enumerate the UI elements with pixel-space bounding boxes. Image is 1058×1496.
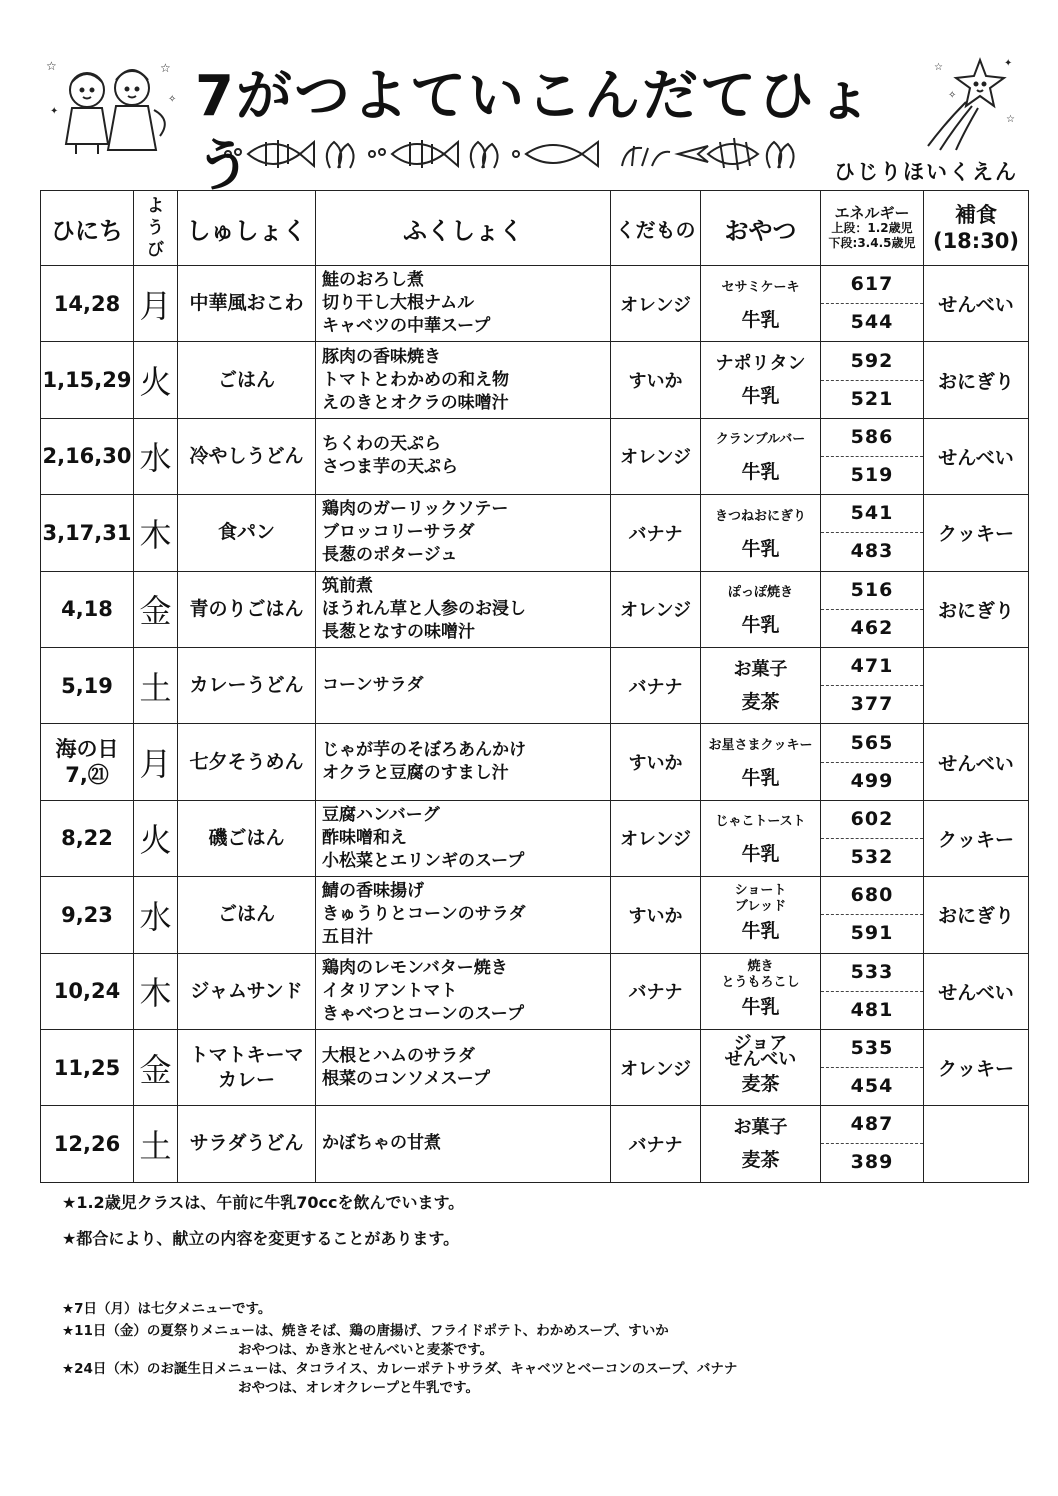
fukushoku-item: えのきとオクラの味噌汁 [322, 392, 509, 413]
energy-lower: 462 [850, 616, 894, 639]
cell-youbi: 金 [134, 571, 178, 647]
cell-shushoku [178, 953, 316, 1029]
cell-shushoku [178, 495, 316, 571]
snack-drink: 牛乳 [741, 537, 780, 560]
energy-upper: 535 [821, 1030, 923, 1068]
date-line: 11,25 [53, 1055, 121, 1080]
cell-shushoku [178, 1106, 316, 1182]
energy-title: エネルギー [834, 203, 910, 222]
snack-drink: 麦茶 [741, 1148, 780, 1171]
shushoku-line: 青のりごはん [189, 597, 304, 620]
footer-note: ★7日（月）は七夕メニューです。 [62, 1301, 272, 1317]
energy-lower: 481 [850, 998, 894, 1021]
date-line: 9,23 [61, 902, 113, 927]
snack-top-line: ナポリタン [715, 353, 806, 375]
date-line: 5,19 [61, 673, 113, 698]
cell-energy [821, 495, 924, 571]
date-line: 1,15,29 [42, 368, 132, 393]
snack-top [701, 272, 820, 304]
cell-youbi: 水 [134, 418, 178, 494]
fukushoku-item: 豆腐ハンバーグ [322, 804, 440, 825]
shushoku-line: トマトキーマ [189, 1043, 304, 1066]
snack-top-line: きつねおにぎり [714, 508, 806, 524]
cell-youbi: 月 [134, 724, 178, 800]
cell-fukushoku [316, 266, 611, 342]
page-title: 7がつよていこんだてひょう [195, 64, 874, 199]
cell-shushoku [178, 571, 316, 647]
cell-energy [821, 418, 924, 494]
fukushoku-item: 酢味噌和え [322, 827, 407, 848]
cell-snack [701, 1029, 821, 1105]
table-row [41, 1029, 1029, 1105]
shushoku-line: 冷やしうどん [189, 444, 304, 467]
energy-upper: 617 [821, 266, 923, 304]
cell-fruit: すいか [611, 877, 701, 953]
shooting-star-icon [918, 52, 1018, 152]
cell-fruit: バナナ [611, 495, 701, 571]
table-row [41, 342, 1029, 418]
cell-energy [821, 266, 924, 342]
cell-energy [821, 571, 924, 647]
cell-date [41, 495, 134, 571]
cell-energy [821, 1106, 924, 1182]
cell-snack [701, 266, 821, 342]
footer-note: ★11日（金）の夏祭りメニューは、焼きそば、鶏の唐揚げ、フライドポテト、わかめスープ、すいか [62, 1323, 669, 1339]
cell-hoshoku: クッキー [924, 1029, 1029, 1105]
date-line: 10,24 [53, 979, 121, 1004]
cell-hoshoku: おにぎり [924, 877, 1029, 953]
cell-hoshoku: おにぎり [924, 571, 1029, 647]
note-change: ★都合により、献立の内容を変更することがあります。 [62, 1229, 460, 1248]
cell-youbi: 土 [134, 647, 178, 723]
cell-fukushoku [316, 571, 611, 647]
cell-date [41, 1029, 134, 1105]
energy-lower: 389 [850, 1151, 894, 1174]
fukushoku-item: コーンサラダ [322, 675, 424, 696]
energy-upper: 586 [821, 419, 923, 457]
snack-drink: 牛乳 [741, 385, 780, 408]
svg-text:✧: ✧ [168, 94, 177, 105]
cell-hoshoku: せんべい [924, 953, 1029, 1029]
shushoku-line: サラダうどん [189, 1132, 304, 1155]
snack-top [701, 654, 820, 686]
energy-upper: 487 [821, 1106, 923, 1144]
table-row [41, 266, 1029, 342]
fukushoku-item: オクラと豆腐のすまし汁 [322, 763, 509, 784]
cell-energy [821, 953, 924, 1029]
cell-energy [821, 800, 924, 876]
cell-date [41, 266, 134, 342]
cell-energy [821, 877, 924, 953]
header-youbi-char: び [147, 240, 164, 260]
energy-lower: 544 [850, 311, 894, 334]
cell-hoshoku [924, 647, 1029, 723]
snack-top-line: ショート [734, 882, 787, 898]
cell-youbi: 火 [134, 800, 178, 876]
fukushoku-item: ブロッコリーサラダ [322, 522, 475, 543]
snack-top-line: 焼き [747, 959, 774, 975]
energy-upper: 541 [821, 495, 923, 533]
cell-youbi: 土 [134, 1106, 178, 1182]
snack-top [701, 424, 820, 456]
cell-fruit: すいか [611, 724, 701, 800]
table-row [41, 800, 1029, 876]
cell-date [41, 724, 134, 800]
cell-fukushoku [316, 1029, 611, 1105]
snack-top [701, 1032, 820, 1070]
cell-fruit: バナナ [611, 953, 701, 1029]
note-milk: ★1.2歳児クラスは、午前に牛乳70ccを飲んでいます。 [62, 1193, 465, 1212]
table-row [41, 495, 1029, 571]
cell-snack [701, 877, 821, 953]
header-fruit: くだもの [611, 191, 701, 266]
date-line: 3,17,31 [42, 520, 132, 545]
table-row [41, 571, 1029, 647]
cell-hoshoku: せんべい [924, 724, 1029, 800]
shushoku-line: 中華風おこわ [189, 292, 304, 315]
cell-shushoku [178, 342, 316, 418]
cell-fukushoku [316, 1106, 611, 1182]
fukushoku-item: かぼちゃの甘煮 [322, 1133, 441, 1154]
cell-date [41, 647, 134, 723]
energy-lower-label: 下段:3.4.5歳児 [828, 235, 916, 250]
table-row [41, 1106, 1029, 1182]
snack-top [701, 577, 820, 609]
table-row [41, 418, 1029, 494]
cell-snack [701, 1106, 821, 1182]
fukushoku-item: 豚肉の香味焼き [322, 346, 441, 367]
cell-snack [701, 342, 821, 418]
cell-date [41, 1106, 134, 1182]
snack-top-line: お菓子 [733, 658, 788, 680]
header-snack: おやつ [701, 191, 821, 266]
snack-top [701, 348, 820, 380]
header-date: ひにち [41, 191, 134, 266]
snack-drink: 牛乳 [741, 308, 780, 331]
date-line: 7,㉑ [65, 763, 109, 788]
cell-youbi: 火 [134, 342, 178, 418]
date-line: 2,16,30 [42, 444, 132, 469]
cell-fukushoku [316, 877, 611, 953]
energy-upper: 516 [821, 572, 923, 610]
fukushoku-item: 切り干し大根ナムル [322, 293, 475, 314]
cell-hoshoku: おにぎり [924, 342, 1029, 418]
energy-lower: 377 [850, 693, 894, 716]
cell-energy [821, 342, 924, 418]
cell-shushoku [178, 877, 316, 953]
table-row [41, 877, 1029, 953]
energy-lower: 532 [850, 845, 894, 868]
fukushoku-item: きゃべつとコーンのスープ [322, 1003, 524, 1024]
fukushoku-item: ほうれん草と人参のお浸し [322, 598, 526, 619]
cell-shushoku [178, 418, 316, 494]
snack-top [701, 806, 820, 838]
cell-fukushoku [316, 342, 611, 418]
snack-top-line: ジョア [733, 1032, 788, 1054]
footer-note: おやつは、オレオクレープと牛乳です。 [238, 1380, 479, 1396]
footer-note: ★24日（木）のお誕生日メニューは、タコライス、カレーポテトサラダ、キャベツとベーコンのスープ、バナナ [62, 1361, 738, 1377]
cell-date [41, 342, 134, 418]
energy-upper: 680 [821, 877, 923, 915]
cell-shushoku [178, 647, 316, 723]
cell-snack [701, 724, 821, 800]
cell-date [41, 571, 134, 647]
cell-snack [701, 647, 821, 723]
energy-lower: 521 [850, 387, 894, 410]
cell-shushoku [178, 724, 316, 800]
table-row [41, 724, 1029, 800]
snack-top-line: お星さまクッキー [708, 738, 813, 754]
cell-snack [701, 418, 821, 494]
cell-date [41, 953, 134, 1029]
header-fukushoku: ふくしょく [316, 191, 611, 266]
cell-date [41, 800, 134, 876]
snack-drink: 麦茶 [741, 690, 780, 713]
cell-fruit: オレンジ [611, 418, 701, 494]
fukushoku-item: トマトとわかめの和え物 [322, 369, 509, 390]
cell-fukushoku [316, 495, 611, 571]
cell-youbi: 金 [134, 1029, 178, 1105]
cell-fukushoku [316, 800, 611, 876]
snack-top-line: せんべい [724, 1048, 797, 1070]
svg-text:☆: ☆ [160, 61, 171, 75]
cell-fruit: バナナ [611, 1106, 701, 1182]
cell-hoshoku: せんべい [924, 418, 1029, 494]
energy-lower: 519 [850, 463, 894, 486]
fukushoku-item: きゅうりとコーンのサラダ [322, 904, 526, 925]
cell-fruit: オレンジ [611, 800, 701, 876]
snack-top-line: お菓子 [733, 1116, 788, 1138]
fukushoku-item: 長葱のポタージュ [322, 545, 458, 566]
table-row [41, 953, 1029, 1029]
cell-fruit: オレンジ [611, 266, 701, 342]
cell-fukushoku [316, 724, 611, 800]
shushoku-line: ジャムサンド [190, 979, 303, 1002]
snack-drink: 牛乳 [741, 996, 780, 1019]
fukushoku-item: 筑前煮 [322, 575, 373, 596]
cell-snack [701, 571, 821, 647]
table-row [41, 647, 1029, 723]
fukushoku-item: 大根とハムのサラダ [322, 1045, 475, 1066]
hoshoku-title: 補食 [955, 203, 997, 227]
date-line: 14,28 [53, 291, 121, 316]
header-hoshoku [924, 191, 1029, 266]
snack-drink: 牛乳 [741, 461, 780, 484]
snack-drink: 牛乳 [741, 843, 780, 866]
fukushoku-item: 鶏肉のガーリックソテー [322, 499, 509, 520]
svg-text:✦: ✦ [1004, 58, 1013, 69]
fukushoku-item: 小松菜とエリンギのスープ [322, 850, 525, 871]
cell-shushoku [178, 1029, 316, 1105]
cell-fruit: オレンジ [611, 1029, 701, 1105]
cell-fruit: オレンジ [611, 571, 701, 647]
energy-lower: 483 [850, 540, 894, 563]
cell-shushoku [178, 800, 316, 876]
snack-top-line: ブレッド [734, 898, 787, 914]
snack-top-line: クランブルバー [715, 432, 806, 448]
date-line: 4,18 [61, 597, 113, 622]
footer-note: おやつは、かき氷とせんべいと麦茶です。 [238, 1342, 494, 1358]
shushoku-line: カレーうどん [189, 674, 304, 697]
energy-upper: 592 [821, 343, 923, 381]
cell-fukushoku [316, 953, 611, 1029]
cell-youbi: 木 [134, 495, 178, 571]
fukushoku-item: 鶏肉のレモンバター焼き [322, 957, 508, 978]
fukushoku-item: 鯖の香味揚げ [322, 881, 424, 902]
cell-shushoku [178, 266, 316, 342]
date-line: 8,22 [61, 826, 113, 851]
cell-youbi: 水 [134, 877, 178, 953]
snack-top [701, 959, 820, 991]
fukushoku-item: じゃが芋のそぼろあんかけ [322, 740, 526, 761]
cell-energy [821, 647, 924, 723]
snack-drink: 牛乳 [741, 614, 780, 637]
menu-body [41, 266, 1029, 1183]
header-youbi-char: よ [147, 196, 164, 216]
shushoku-line: カレー [217, 1068, 275, 1091]
snack-drink: 麦茶 [741, 1072, 780, 1095]
fukushoku-item: 鮭のおろし煮 [322, 270, 424, 291]
shushoku-line: ごはん [217, 903, 275, 926]
table-header-row [41, 191, 1029, 266]
svg-text:☆: ☆ [1006, 114, 1015, 125]
cell-youbi: 木 [134, 953, 178, 1029]
cell-date [41, 418, 134, 494]
energy-lower: 499 [850, 769, 894, 792]
svg-text:☆: ☆ [46, 59, 57, 73]
header-shushoku: しゅしょく [178, 191, 316, 266]
cell-hoshoku: クッキー [924, 495, 1029, 571]
snack-top-line: じゃこトースト [715, 814, 806, 830]
cell-fukushoku [316, 647, 611, 723]
snack-drink: 牛乳 [741, 919, 780, 942]
shushoku-line: 食パン [217, 521, 275, 544]
snack-top [701, 730, 820, 762]
cell-youbi: 月 [134, 266, 178, 342]
cell-snack [701, 953, 821, 1029]
energy-upper: 565 [821, 725, 923, 763]
shushoku-line: 磯ごはん [208, 826, 285, 849]
cell-fruit: すいか [611, 342, 701, 418]
energy-upper: 471 [821, 648, 923, 686]
cell-snack [701, 495, 821, 571]
cell-fruit: バナナ [611, 647, 701, 723]
cell-hoshoku [924, 1106, 1029, 1182]
snack-top [701, 501, 820, 533]
energy-upper-label: 上段：1.2歳児 [831, 220, 913, 235]
cell-date [41, 877, 134, 953]
snack-top [701, 883, 820, 915]
header-energy [821, 191, 924, 266]
header-youbi-char: う [147, 218, 164, 238]
cell-fukushoku [316, 418, 611, 494]
header-youbi [134, 191, 178, 266]
cell-hoshoku: クッキー [924, 800, 1029, 876]
hoshoku-time: (18:30) [932, 229, 1020, 253]
svg-text:☆: ☆ [934, 62, 943, 73]
energy-lower: 454 [850, 1075, 894, 1098]
fukushoku-item: さつま芋の天ぷら [322, 457, 458, 478]
date-line: 海の日 [55, 737, 119, 762]
fukushoku-item: 五目汁 [322, 927, 373, 948]
fukushoku-item: イタリアントマト [322, 980, 458, 1001]
fukushoku-item: 根菜のコンソメスープ [322, 1068, 490, 1089]
menu-table [40, 190, 1029, 1183]
snack-top-line: とうもろこし [721, 975, 800, 991]
snack-top-line: セサミケーキ [721, 279, 800, 295]
energy-upper: 533 [821, 954, 923, 992]
snack-top-line: ぽっぽ焼き [727, 585, 793, 601]
snack-drink: 牛乳 [741, 767, 780, 790]
school-name: ひじりほいくえん [834, 160, 1018, 184]
energy-upper: 602 [821, 801, 923, 839]
cell-snack [701, 800, 821, 876]
energy-lower: 591 [850, 922, 894, 945]
fukushoku-item: 長葱となすの味噌汁 [322, 621, 475, 642]
date-line: 12,26 [53, 1131, 121, 1156]
cell-hoshoku: せんべい [924, 266, 1029, 342]
svg-text:✧: ✧ [948, 90, 957, 101]
fukushoku-item: キャベツの中華スープ [322, 316, 491, 337]
shushoku-line: ごはん [217, 368, 275, 391]
snack-top [701, 1112, 820, 1144]
cell-energy [821, 724, 924, 800]
cell-energy [821, 1029, 924, 1105]
tanabata-children-icon [42, 50, 182, 160]
svg-text:✦: ✦ [50, 106, 59, 117]
shushoku-line: 七夕そうめん [189, 750, 304, 773]
fukushoku-item: ちくわの天ぷら [322, 434, 441, 455]
